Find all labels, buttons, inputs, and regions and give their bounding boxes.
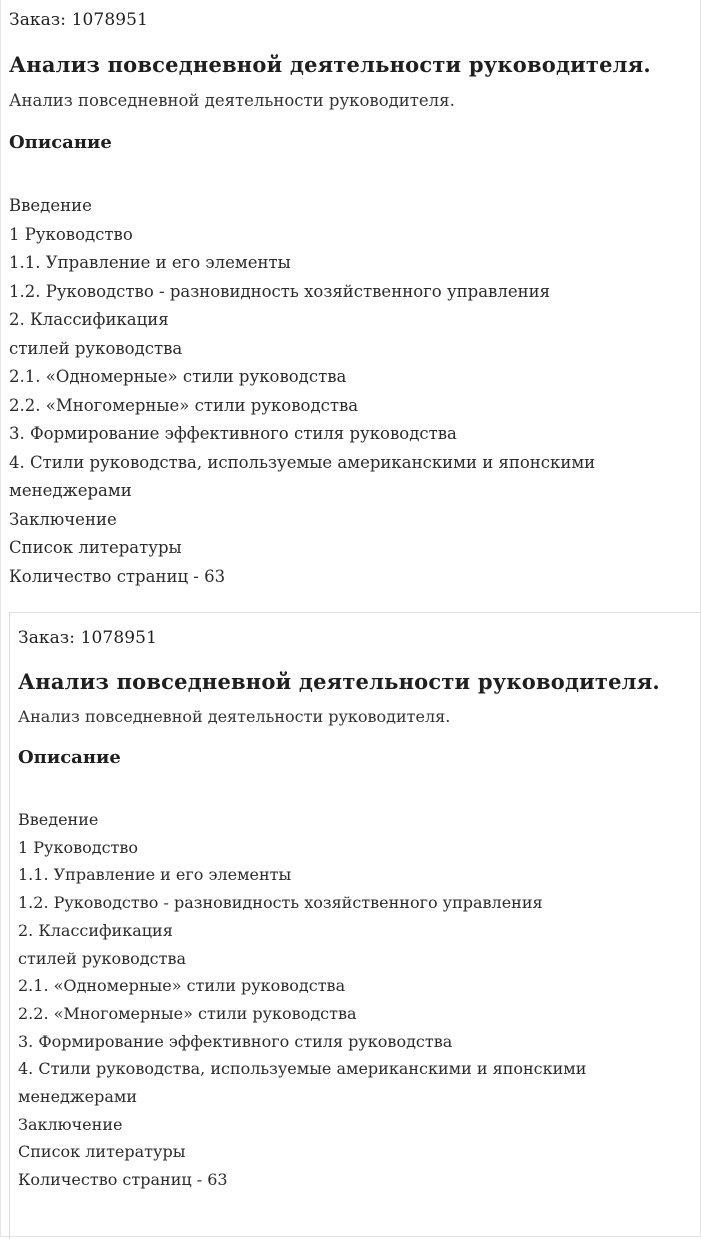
toc-item: 1.1. Управление и его элементы <box>9 253 291 272</box>
table-of-contents <box>9 192 595 591</box>
toc-item: 2.2. «Многомерные» стили руководства <box>18 1003 357 1023</box>
toc-item: Список литературы <box>18 1142 186 1162</box>
toc-item: 3. Формирование эффективного стиля руководства <box>18 1031 453 1051</box>
description-heading: Описание <box>9 132 112 153</box>
toc-item: 2.1. «Одномерные» стили руководства <box>9 367 347 386</box>
toc-item: стилей руководства <box>9 338 183 358</box>
order-title: Анализ повседневной деятельности руководителя. <box>9 52 651 77</box>
toc-item: 1.2. Руководство - разновидность хозяйственного управления <box>9 281 550 301</box>
order-card <box>9 612 700 1239</box>
toc-item: 1 Руководство <box>9 224 133 244</box>
toc-item: Введение <box>9 196 92 215</box>
toc-item: 3. Формирование эффективного стиля руководства <box>9 424 457 443</box>
toc-item: менеджерами <box>9 481 132 500</box>
order-subtitle: Анализ повседневной деятельности руководителя. <box>18 707 451 726</box>
toc-item: 1 Руководство <box>18 837 139 857</box>
toc-item: Заключение <box>9 509 117 529</box>
order-number: Заказ: 1078951 <box>18 628 158 648</box>
toc-item: 4. Стили руководства, используемые американскими и японскими <box>18 1059 587 1079</box>
table-of-contents <box>18 806 586 1194</box>
order-number: Заказ: 1078951 <box>9 10 149 30</box>
toc-item: Заключение <box>18 1114 123 1134</box>
description-heading: Описание <box>18 747 121 768</box>
toc-item: 4. Стили руководства, используемые американскими и японскими <box>9 452 596 472</box>
toc-item: Количество страниц - 63 <box>18 1170 228 1190</box>
toc-item: 1.2. Руководство - разновидность хозяйственного управления <box>18 893 543 913</box>
order-title: Анализ повседневной деятельности руководителя. <box>18 669 660 694</box>
toc-item: 2.2. «Многомерные» стили руководства <box>9 395 359 415</box>
toc-item: стилей руководства <box>18 948 186 968</box>
toc-item: Введение <box>18 810 99 829</box>
toc-item: менеджерами <box>18 1087 137 1107</box>
toc-item: 2.1. «Одномерные» стили руководства <box>18 976 346 996</box>
toc-item: Список литературы <box>9 538 182 557</box>
toc-item: Количество страниц - 63 <box>9 566 226 586</box>
toc-item: 1.1. Управление и его элементы <box>18 865 292 885</box>
toc-item: 2. Классификация <box>9 310 169 329</box>
order-subtitle: Анализ повседневной деятельности руководителя. <box>9 91 455 110</box>
toc-item: 2. Классификация <box>18 920 173 940</box>
